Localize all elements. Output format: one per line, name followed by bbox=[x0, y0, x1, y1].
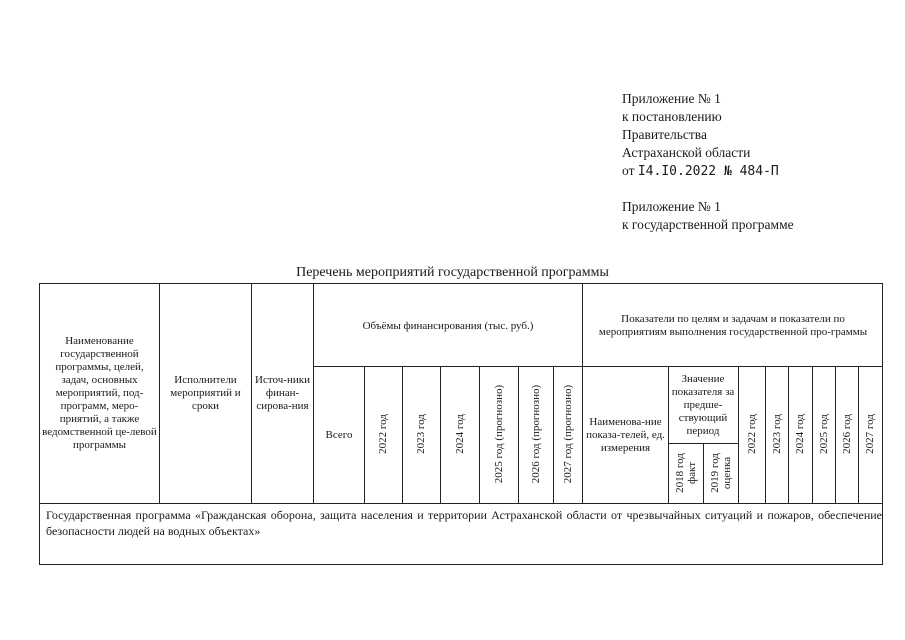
indicator-previous-period-header: Значение показателя за предше-ствующий период bbox=[671, 372, 735, 437]
header-line: к государственной программе bbox=[622, 217, 794, 232]
group-header-funding: Объёмы финансирования (тыс. руб.) bbox=[362, 319, 534, 332]
indicator-year-header: 2026 год bbox=[841, 414, 853, 454]
date-prefix: от bbox=[622, 163, 635, 178]
indicator-year-header: 2024 год bbox=[794, 414, 806, 454]
indicator-prev-year-header: 2019 год оценка bbox=[709, 453, 733, 493]
funding-total-header: Всего bbox=[325, 428, 353, 441]
header-line: Правительства bbox=[622, 127, 707, 142]
indicator-year-header: 2027 год bbox=[864, 414, 876, 454]
indicator-year-header: 2022 год bbox=[746, 414, 758, 454]
indicator-year-header: 2025 год bbox=[818, 414, 830, 454]
header-line: Приложение № 1 bbox=[622, 199, 721, 214]
funding-year-header: 2026 год (прогнозно) bbox=[530, 384, 542, 484]
col-header-sources: Источ-ники финан-сирова-ния bbox=[255, 374, 310, 412]
funding-year-header: 2025 год (прогнозно) bbox=[493, 384, 505, 484]
header-line: Приложение № 1 bbox=[622, 91, 721, 106]
col-header-name: Наименование государственной программы, целей, задач, основных мероприятий, под-программ, меро-приятий, а также ведомственной це-левой программы bbox=[42, 335, 157, 451]
indicator-prev-year-header: 2018 год факт bbox=[674, 453, 698, 493]
funding-year-header: 2022 год bbox=[377, 414, 389, 454]
funding-year-header: 2023 год bbox=[415, 414, 427, 454]
table-title: Перечень мероприятий государственной программы bbox=[296, 265, 609, 280]
col-header-executors: Исполнители мероприятий и сроки bbox=[170, 374, 241, 412]
header-line: к постановлению bbox=[622, 109, 722, 124]
program-row: Государственная программа «Гражданская оборона, защита населения и территории Астраханской области от чрезвычайных ситуаций и пожаров, обеспечение безопасности людей на водных объектах» bbox=[46, 508, 882, 538]
handwritten-date-number: I4.I0.2022 № 484-П bbox=[637, 164, 779, 179]
funding-year-header: 2024 год bbox=[454, 414, 466, 454]
group-header-indicators: Показатели по целям и задачам и показатели по мероприятиям выполнения государственной про-граммы bbox=[598, 313, 868, 338]
indicator-year-header: 2023 год bbox=[771, 414, 783, 454]
indicator-name-header: Наименова-ние показа-телей, ед. измерения bbox=[586, 415, 665, 454]
header-line: Астраханской области bbox=[622, 145, 751, 160]
funding-year-header: 2027 год (прогнозно) bbox=[562, 384, 574, 484]
